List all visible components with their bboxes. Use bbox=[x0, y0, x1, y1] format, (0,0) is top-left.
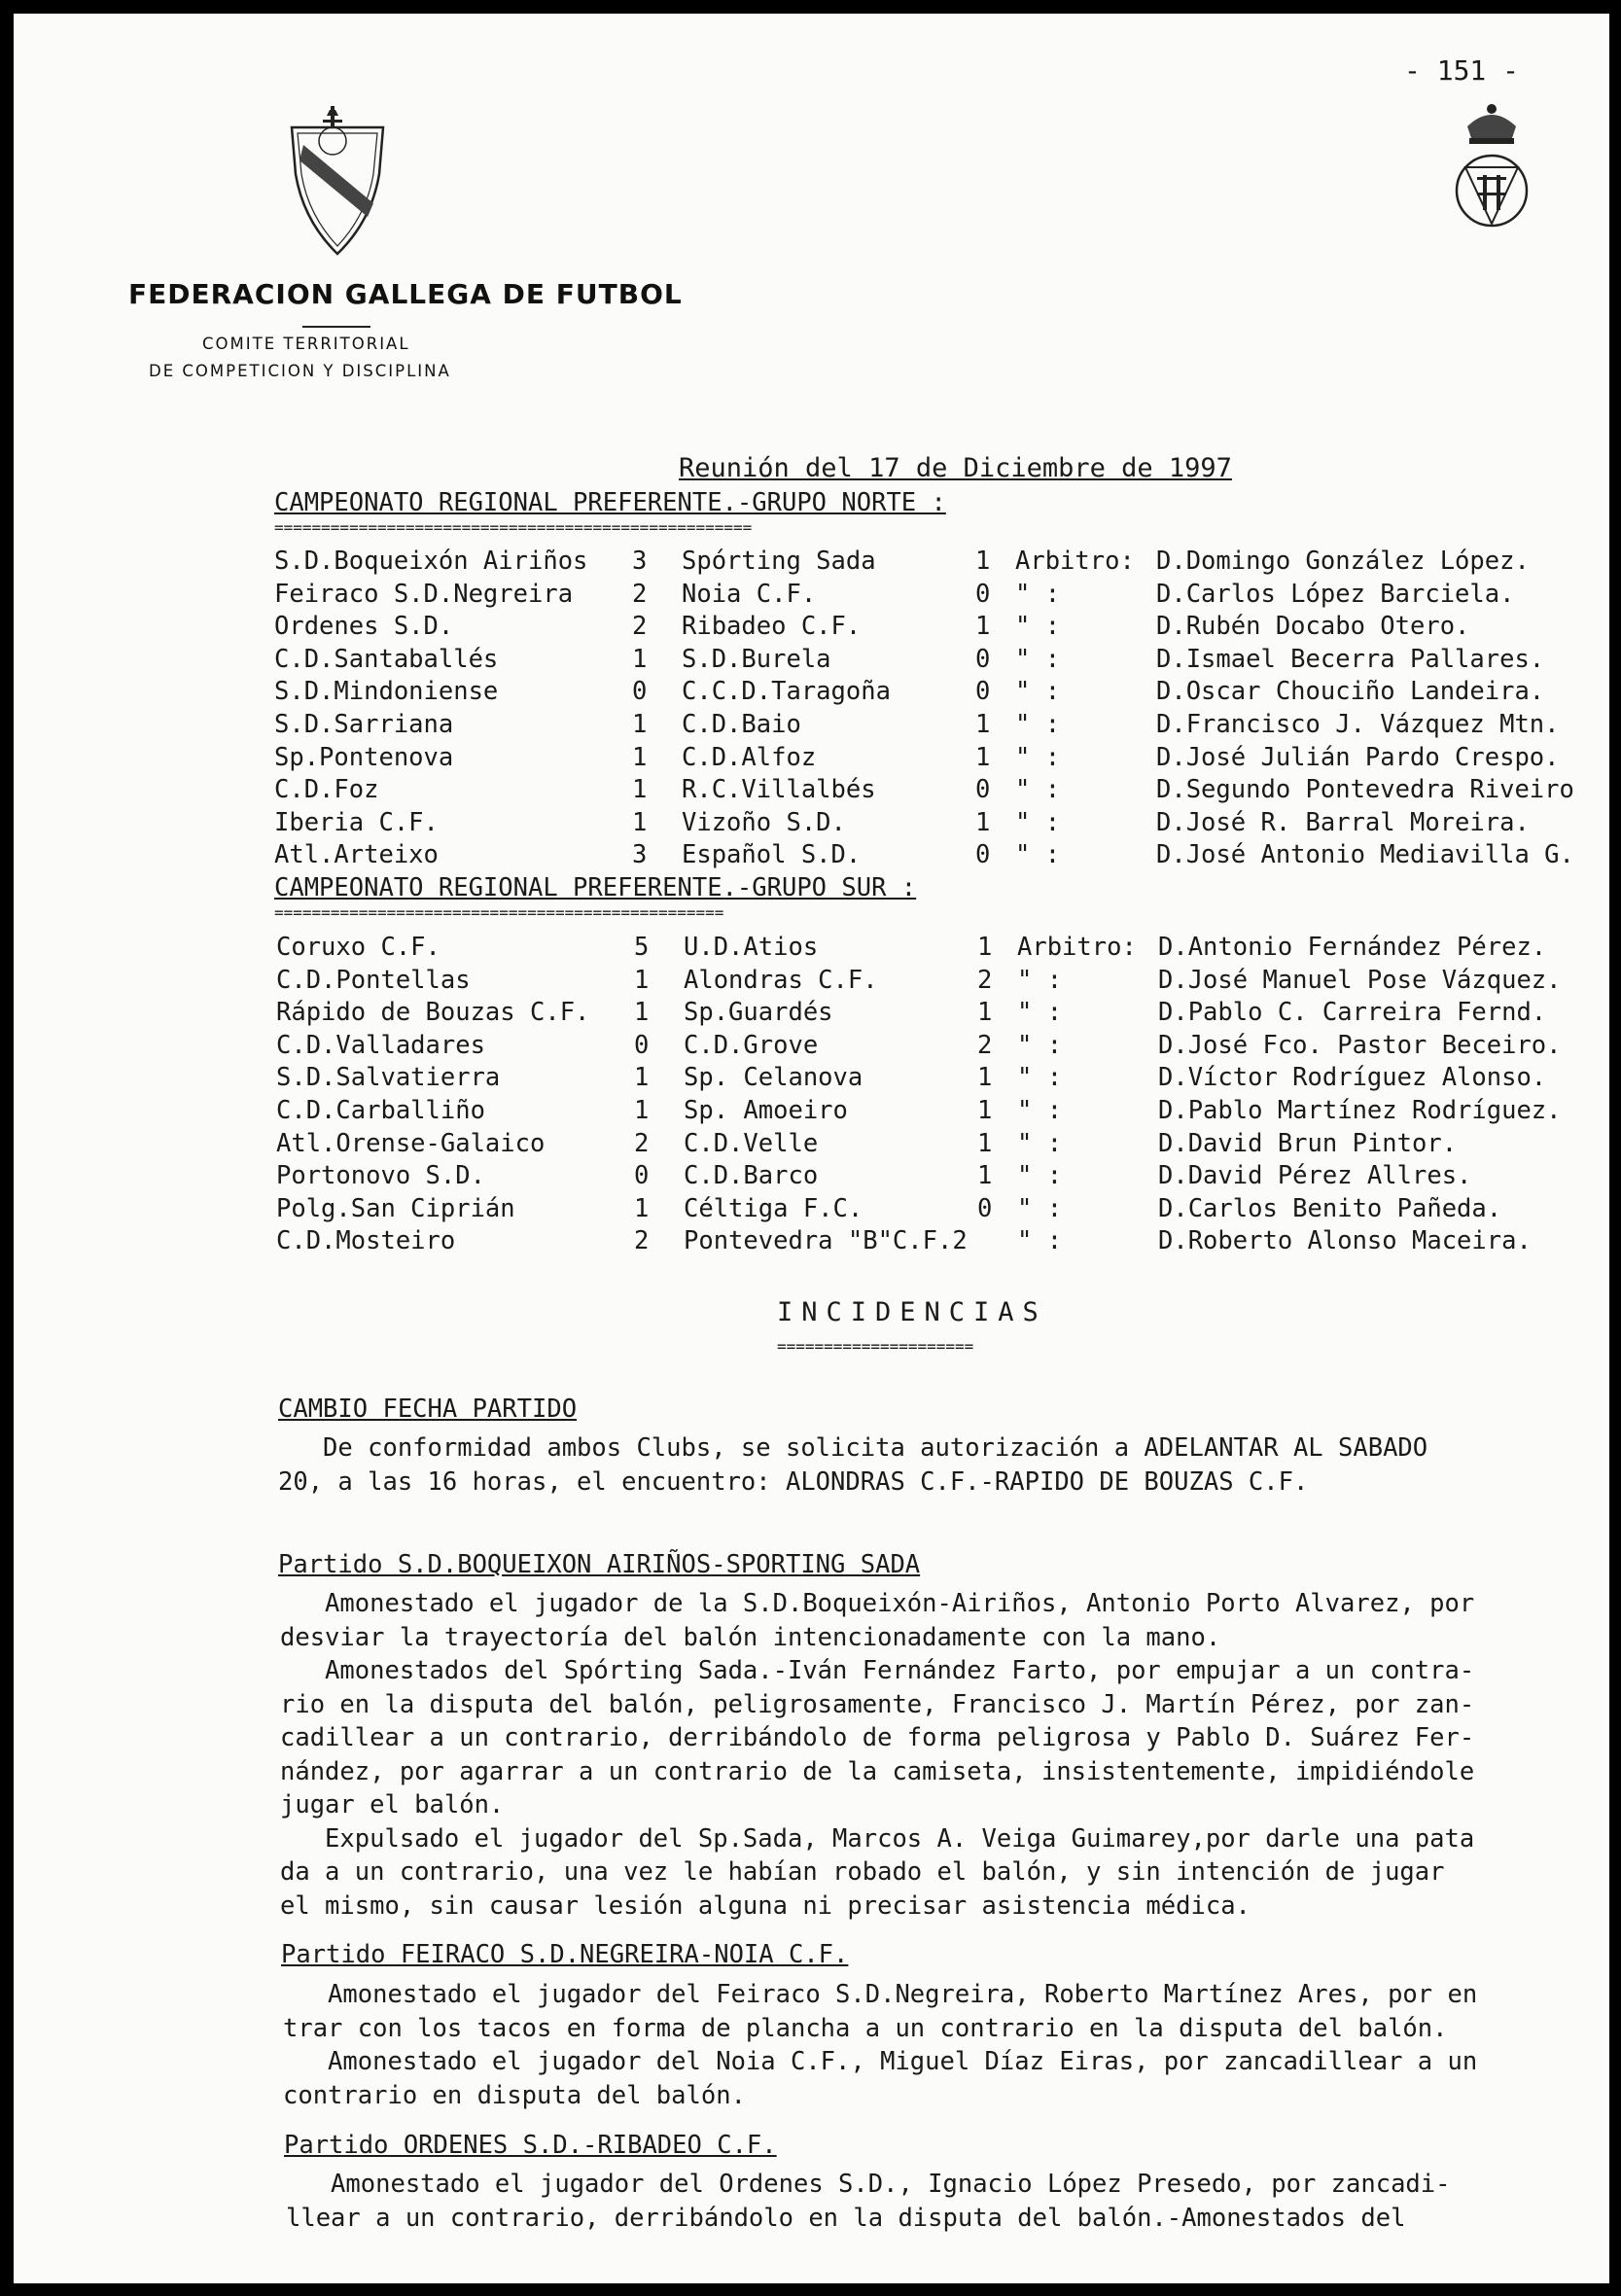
match-ref-label: " : bbox=[1015, 710, 1061, 739]
match-home: Sp.Pontenova bbox=[274, 742, 454, 772]
match-referee: D.Rubén Docabo Otero. bbox=[1156, 612, 1470, 642]
match-away: U.D.Atios bbox=[684, 933, 819, 962]
group-south-title: CAMPEONATO REGIONAL PREFERENTE.-GRUPO SUR : bbox=[274, 873, 917, 902]
match-referee: D.Francisco J. Vázquez Mtn. bbox=[1156, 710, 1560, 739]
match-away: C.D.Baio bbox=[682, 710, 801, 739]
match-away: Vizoño S.D. bbox=[682, 807, 846, 837]
match-home: Portonovo S.D. bbox=[276, 1161, 485, 1191]
match-as: 1 bbox=[977, 933, 993, 962]
section-text-feiraco-noia: Amonestado el jugador del Feiraco S.D.Negreira, Roberto Martínez Ares, por en trar con los tacos en forma de plancha a un contrario en la disputa del balón. Amonestado el jugador del Noia C.F., Miguel Díaz Eiras, por zancadillear a un contrario en disputa del balón. bbox=[283, 1980, 1478, 2110]
federation-divider bbox=[302, 326, 370, 328]
match-away: C.D.Barco bbox=[684, 1161, 819, 1191]
match-hs: 3 bbox=[632, 840, 648, 870]
match-hs: 1 bbox=[632, 807, 648, 837]
match-away: Sp.Guardés bbox=[684, 998, 833, 1028]
match-away: Sp. Celanova bbox=[684, 1063, 863, 1093]
match-ref-label: " : bbox=[1017, 1193, 1063, 1223]
match-ref-label: " : bbox=[1017, 1161, 1063, 1191]
match-referee: D.Oscar Chouciño Landeira. bbox=[1156, 677, 1545, 707]
match-home: Iberia C.F. bbox=[274, 807, 439, 837]
match-away: Spórting Sada bbox=[682, 547, 876, 576]
match-ref-label: " : bbox=[1017, 1063, 1063, 1093]
match-home: C.D.Foz bbox=[274, 775, 379, 805]
section-text-cambio-fecha: De conformidad ambos Clubs, se solicita autorización a ADELANTAR AL SABADO 20, a las 16 horas, el encuentro: ALONDRAS C.F.-RAPIDO DE BOUZAS C.F. bbox=[278, 1433, 1428, 1497]
match-away: C.D.Velle bbox=[684, 1128, 819, 1158]
match-as: 0 bbox=[975, 677, 991, 707]
section-title-feiraco-noia: Partido FEIRACO S.D.NEGREIRA-NOIA C.F. bbox=[281, 1940, 849, 1969]
match-hs: 1 bbox=[634, 1063, 650, 1093]
match-home: Feiraco S.D.Negreira bbox=[274, 579, 574, 609]
group-north-rule: =================================================== bbox=[274, 518, 753, 536]
match-as: 1 bbox=[975, 710, 991, 739]
match-hs: 1 bbox=[634, 1193, 650, 1223]
group-south-rule: ================================================ bbox=[274, 903, 724, 921]
match-referee: D.David Brun Pintor. bbox=[1158, 1128, 1458, 1158]
match-home: C.D.Carballiño bbox=[276, 1096, 485, 1125]
match-hs: 0 bbox=[634, 1161, 650, 1191]
committee-line-2: DE COMPETICION Y DISCIPLINA bbox=[149, 362, 451, 380]
match-as: 1 bbox=[977, 1063, 993, 1093]
match-home: Coruxo C.F. bbox=[276, 933, 440, 962]
match-home: Ordenes S.D. bbox=[274, 612, 454, 642]
group-north-title: CAMPEONATO REGIONAL PREFERENTE.-GRUPO NORTE : bbox=[274, 488, 946, 517]
document-sheet bbox=[14, 14, 1609, 2283]
section-title-boqueixon-sada: Partido S.D.BOQUEIXON AIRIÑOS-SPORTING SADA bbox=[278, 1550, 921, 1579]
match-as: 1 bbox=[975, 547, 991, 576]
match-home: Rápido de Bouzas C.F. bbox=[276, 998, 590, 1028]
match-away: Pontevedra "B"C.F.2 bbox=[684, 1226, 968, 1256]
match-hs: 2 bbox=[632, 579, 648, 609]
match-home: C.D.Santaballés bbox=[274, 644, 499, 674]
match-referee: D.José Antonio Mediavilla G. bbox=[1156, 840, 1574, 870]
match-ref-label: " : bbox=[1015, 612, 1061, 642]
match-home: Atl.Arteixo bbox=[274, 840, 439, 870]
match-away: C.D.Alfoz bbox=[682, 742, 817, 772]
match-referee: D.Víctor Rodríguez Alonso. bbox=[1158, 1063, 1547, 1093]
match-hs: 1 bbox=[632, 644, 648, 674]
match-away: C.D.Grove bbox=[684, 1030, 819, 1060]
match-away: Ribadeo C.F. bbox=[682, 612, 862, 642]
match-ref-label: " : bbox=[1017, 1226, 1063, 1256]
match-ref-label: " : bbox=[1015, 677, 1061, 707]
match-ref-label: " : bbox=[1017, 1096, 1063, 1125]
match-home: C.D.Valladares bbox=[276, 1030, 485, 1060]
match-hs: 2 bbox=[632, 612, 648, 642]
match-away: Español S.D. bbox=[682, 840, 862, 870]
match-home: S.D.Boqueixón Airiños bbox=[274, 547, 588, 576]
match-referee: D.Roberto Alonso Maceira. bbox=[1158, 1226, 1532, 1256]
match-ref-label: " : bbox=[1017, 1128, 1063, 1158]
match-ref-label: " : bbox=[1015, 579, 1061, 609]
match-hs: 1 bbox=[632, 710, 648, 739]
match-ref-label: " : bbox=[1015, 840, 1061, 870]
match-referee: D.Antonio Fernández Pérez. bbox=[1158, 933, 1547, 962]
match-home: C.D.Pontellas bbox=[276, 965, 471, 995]
match-home: S.D.Sarriana bbox=[274, 710, 454, 739]
match-ref-label: " : bbox=[1015, 807, 1061, 837]
match-as: 1 bbox=[975, 612, 991, 642]
match-hs: 1 bbox=[632, 775, 648, 805]
match-home: S.D.Salvatierra bbox=[276, 1063, 501, 1093]
match-referee: D.José Manuel Pose Vázquez. bbox=[1158, 965, 1562, 995]
match-as: 0 bbox=[975, 644, 991, 674]
incidencias-title: INCIDENCIAS bbox=[777, 1297, 1047, 1327]
page-number: - 151 - bbox=[1404, 54, 1520, 87]
match-as: 0 bbox=[977, 1193, 993, 1223]
match-referee: D.Domingo González López. bbox=[1156, 547, 1530, 576]
match-as: 2 bbox=[977, 1030, 993, 1060]
ffg-shield-icon bbox=[284, 106, 391, 260]
match-away: Céltiga F.C. bbox=[684, 1193, 863, 1223]
match-hs: 2 bbox=[634, 1226, 650, 1256]
match-hs: 3 bbox=[632, 547, 648, 576]
match-away: Alondras C.F. bbox=[684, 965, 878, 995]
match-hs: 1 bbox=[634, 1096, 650, 1125]
match-away: C.C.D.Taragoña bbox=[682, 677, 891, 707]
match-ref-label: " : bbox=[1017, 965, 1063, 995]
match-as: 0 bbox=[975, 579, 991, 609]
match-away: S.D.Burela bbox=[682, 644, 831, 674]
match-referee: D.Ismael Becerra Pallares. bbox=[1156, 644, 1545, 674]
match-away: R.C.Villalbés bbox=[682, 775, 876, 805]
match-as: 1 bbox=[975, 807, 991, 837]
match-ref-label: " : bbox=[1015, 742, 1061, 772]
match-as: 1 bbox=[977, 1161, 993, 1191]
match-referee: D.José Fco. Pastor Beceiro. bbox=[1158, 1030, 1562, 1060]
match-as: 1 bbox=[977, 1096, 993, 1125]
incidencias-rule: ===================== bbox=[777, 1337, 974, 1355]
federation-name: FEDERACION GALLEGA DE FUTBOL bbox=[128, 278, 683, 310]
match-as: 1 bbox=[977, 998, 993, 1028]
match-hs: 5 bbox=[634, 933, 650, 962]
match-home: S.D.Mindoniense bbox=[274, 677, 499, 707]
match-referee: D.Pablo Martínez Rodríguez. bbox=[1158, 1096, 1562, 1125]
section-title-ordenes-ribadeo: Partido ORDENES S.D.-RIBADEO C.F. bbox=[284, 2131, 777, 2160]
match-home: Atl.Orense-Galaico bbox=[276, 1128, 546, 1158]
match-hs: 0 bbox=[634, 1030, 650, 1060]
section-text-ordenes-ribadeo: Amonestado el jugador del Ordenes S.D., Ignacio López Presedo, por zancadi- llear a un contrario, derribándolo en la disputa del balón.-Amonestados del bbox=[286, 2170, 1451, 2233]
match-hs: 1 bbox=[634, 965, 650, 995]
match-referee: D.Pablo C. Carreira Fernd. bbox=[1158, 998, 1547, 1028]
match-ref-label: Arbitro: bbox=[1017, 933, 1137, 962]
meeting-title: Reunión del 17 de Diciembre de 1997 bbox=[679, 453, 1232, 483]
match-referee: D.Carlos López Barciela. bbox=[1156, 579, 1515, 609]
match-referee: D.Carlos Benito Pañeda. bbox=[1158, 1193, 1502, 1223]
match-referee: D.José R. Barral Moreira. bbox=[1156, 807, 1530, 837]
match-hs: 1 bbox=[634, 998, 650, 1028]
committee-line-1: COMITE TERRITORIAL bbox=[202, 335, 410, 353]
match-home: C.D.Mosteiro bbox=[276, 1226, 456, 1256]
match-referee: D.Segundo Pontevedra Riveiro bbox=[1156, 775, 1574, 805]
match-as: 1 bbox=[975, 742, 991, 772]
match-hs: 1 bbox=[632, 742, 648, 772]
match-as: 2 bbox=[977, 965, 993, 995]
match-home: Polg.San Ciprián bbox=[276, 1193, 515, 1223]
match-ref-label: Arbitro: bbox=[1015, 547, 1135, 576]
match-as: 0 bbox=[975, 775, 991, 805]
match-away: Sp. Amoeiro bbox=[684, 1096, 848, 1125]
match-hs: 0 bbox=[632, 677, 648, 707]
match-away: Noia C.F. bbox=[682, 579, 817, 609]
match-ref-label: " : bbox=[1015, 775, 1061, 805]
match-as: 1 bbox=[977, 1128, 993, 1158]
match-as: 0 bbox=[975, 840, 991, 870]
section-text-boqueixon-sada: Amonestado el jugador de la S.D.Boqueixón-Airiños, Antonio Porto Alvarez, por desviar la trayectoría del balón intencionadamente con la mano. Amonestados del Spórting Sada.-Iván Fernández Farto, por empujar a un contra- rio en la disputa del balón, peligrosamente, Francisco J. Martín Pérez, por zan- cadillear a un contrario, derribándolo de forma peligrosa y Pablo D. Suárez Fer- nández, por agarrar a un contrario de la camiseta, insistentemente, impidiéndole jugar el balón. Expulsado el jugador del Sp.Sada, Marcos A. Veiga Guimarey,por darle una pata da a un contrario, una vez le habían robado el balón, y sin intención de jugar el mismo, sin causar lesión alguna ni precisar asistencia médica. bbox=[280, 1589, 1475, 1921]
match-referee: D.José Julián Pardo Crespo. bbox=[1156, 742, 1560, 772]
rfef-crown-crest-icon bbox=[1448, 99, 1535, 235]
match-ref-label: " : bbox=[1017, 1030, 1063, 1060]
section-title-cambio-fecha: CAMBIO FECHA PARTIDO bbox=[278, 1395, 578, 1424]
match-referee: D.David Pérez Allres. bbox=[1158, 1161, 1472, 1191]
match-ref-label: " : bbox=[1015, 644, 1061, 674]
match-hs: 2 bbox=[634, 1128, 650, 1158]
match-ref-label: " : bbox=[1017, 998, 1063, 1028]
